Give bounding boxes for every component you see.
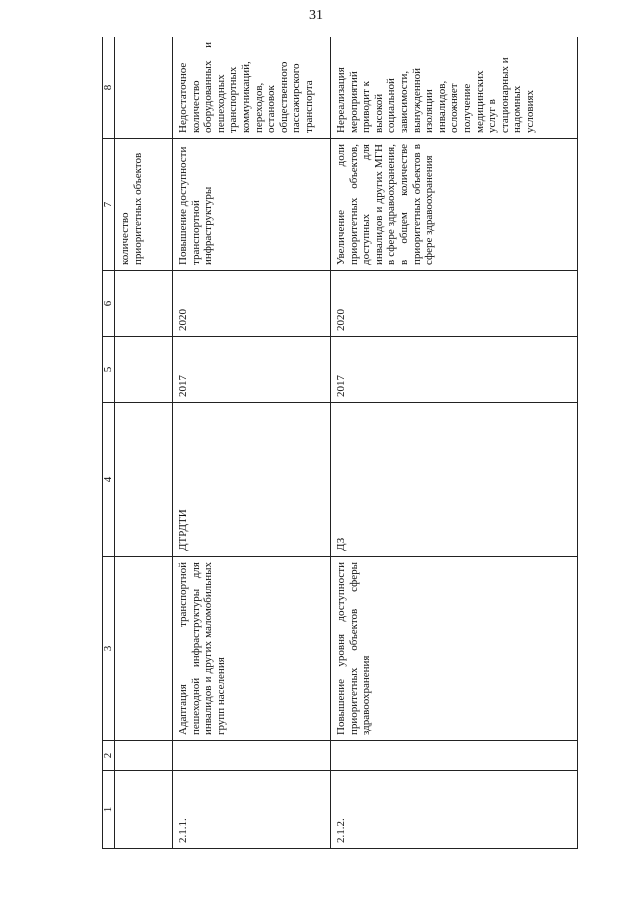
header-row	[103, 37, 115, 849]
cell	[331, 741, 578, 771]
table-row	[331, 37, 578, 849]
continued-result: количество приоритетных объектов	[115, 139, 173, 271]
header-cell: 5	[103, 337, 115, 403]
consequence: Нереализация мероприятий приводит к высокой социальной зависимости, вынужденной изоляции инвалидов, осложняет получение медицинских услуг в стационарных и надомных условиях	[331, 37, 578, 139]
table-row	[173, 37, 331, 849]
cell	[115, 557, 173, 741]
cell	[115, 271, 173, 337]
start-year: 2017	[173, 337, 331, 403]
header-cell: 8	[103, 37, 115, 139]
cell	[115, 741, 173, 771]
start-year: 2017	[331, 337, 578, 403]
executor: ДЗ	[331, 403, 578, 557]
row-number: 2.1.2.	[331, 771, 578, 849]
expected-result: Повышение доступности транспортной инфраструктуры	[173, 139, 331, 271]
cell	[115, 771, 173, 849]
expected-result: Увеличение доли приоритетных объектов, доступных для инвалидов и других МГН в сфере здравоохранения, в общем количестве приоритетных объектов в сфере здравоохранения	[331, 139, 578, 271]
cell	[173, 741, 331, 771]
cell	[115, 403, 173, 557]
header-cell: 6	[103, 271, 115, 337]
header-cell: 2	[103, 741, 115, 771]
end-year: 2020	[331, 271, 578, 337]
consequence: Недостаточное количество оборудованных и пешеходных транспортных коммуникаций, переходов, остановок общественного пассажирского транспорта	[173, 37, 331, 139]
measure-title: Адаптация транспортной пешеходной инфраструктуры для инвалидов и других маломобильных групп населения	[173, 557, 331, 741]
cell	[115, 37, 173, 139]
measures-table	[102, 37, 578, 849]
table-container	[102, 37, 578, 849]
header-cell: 4	[103, 403, 115, 557]
row-number: 2.1.1.	[173, 771, 331, 849]
end-year: 2020	[173, 271, 331, 337]
measure-title: Повышение уровня доступности приоритетных объектов сферы здравоохранения	[331, 557, 578, 741]
header-cell: 3	[103, 557, 115, 741]
header-cell: 1	[103, 771, 115, 849]
cell	[115, 337, 173, 403]
page-number: 31	[309, 8, 323, 23]
continuation-row	[115, 37, 173, 849]
executor: ДТРДТИ	[173, 403, 331, 557]
header-cell: 7	[103, 139, 115, 271]
